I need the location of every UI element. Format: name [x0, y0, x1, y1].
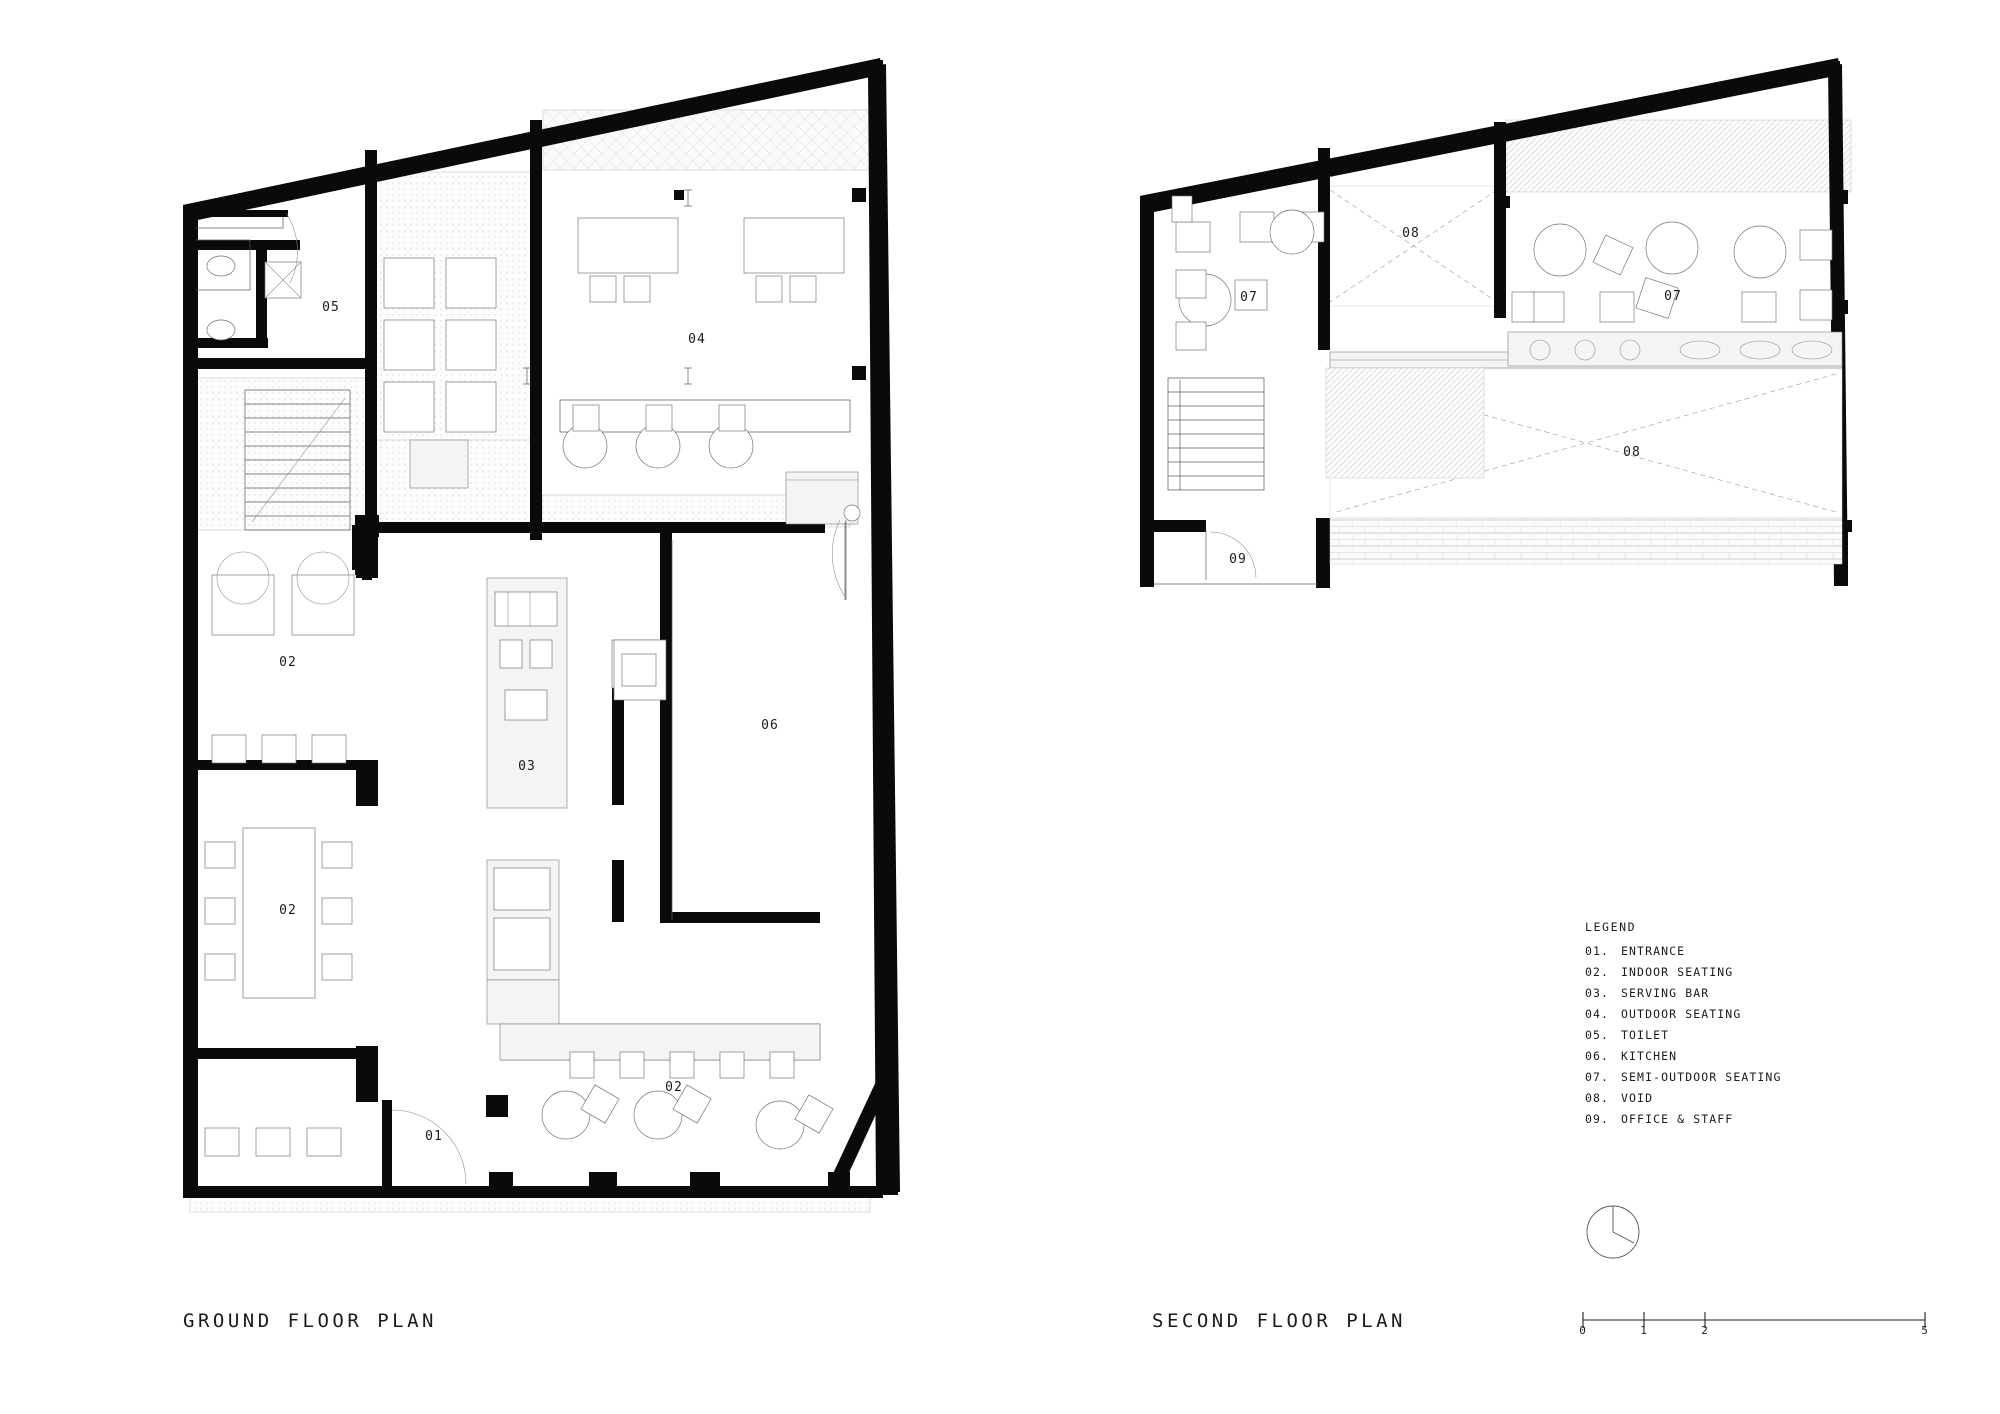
scale-tick-1: 1 — [1640, 1324, 1648, 1337]
second-floor-plan — [1140, 58, 1852, 588]
semi-outdoor-seating-left — [1172, 196, 1324, 350]
ground-floor-plan — [183, 58, 900, 1212]
legend-number: 01. — [1585, 944, 1610, 958]
legend-item-03 — [1585, 988, 1781, 1000]
svg-text:05: 05 — [322, 300, 340, 315]
semi-outdoor-seating-right — [1512, 222, 1832, 322]
legend-number: 09. — [1585, 1112, 1610, 1126]
svg-text:02: 02 — [279, 655, 297, 670]
indoor-seating-long-table — [205, 828, 352, 1156]
svg-text:08: 08 — [1623, 445, 1641, 460]
legend-item-08 — [1585, 1093, 1781, 1105]
legend-item-05 — [1585, 1030, 1781, 1042]
legend-title: LEGEND — [1585, 920, 1637, 934]
legend-label: OUTDOOR SEATING — [1621, 1007, 1742, 1021]
entrance-door — [382, 1100, 466, 1188]
scale-tick-0: 0 — [1579, 1324, 1587, 1337]
legend-item-01 — [1585, 946, 1781, 958]
legend-label: INDOOR SEATING — [1621, 965, 1734, 979]
scale-tick-2: 2 — [1701, 1324, 1709, 1337]
north-compass-icon — [1587, 1206, 1639, 1258]
legend-label: SEMI-OUTDOOR SEATING — [1621, 1070, 1782, 1084]
legend-item-07 — [1585, 1072, 1781, 1084]
svg-text:07: 07 — [1240, 290, 1258, 305]
legend-label: KITCHEN — [1621, 1049, 1678, 1063]
svg-text:02: 02 — [665, 1080, 683, 1095]
scale-bar — [1579, 1318, 1929, 1340]
legend-number: 08. — [1585, 1091, 1610, 1105]
legend-label: OFFICE & STAFF — [1621, 1112, 1734, 1126]
legend-number: 04. — [1585, 1007, 1610, 1021]
svg-text:08: 08 — [1402, 226, 1420, 241]
legend-item-02 — [1585, 967, 1781, 979]
legend-number: 05. — [1585, 1028, 1610, 1042]
second-stair — [1168, 378, 1264, 490]
svg-text:09: 09 — [1229, 552, 1247, 567]
legend-item-04 — [1585, 1009, 1781, 1021]
legend-item-06 — [1585, 1051, 1781, 1063]
svg-text:04: 04 — [688, 332, 706, 347]
legend-number: 06. — [1585, 1049, 1610, 1063]
indoor-seating-lower — [542, 1085, 833, 1149]
kitchen-fixtures — [614, 520, 846, 920]
svg-text:02: 02 — [279, 903, 297, 918]
scale-tick-5: 5 — [1921, 1324, 1929, 1337]
legend — [1585, 920, 1781, 1135]
svg-text:06: 06 — [761, 718, 779, 733]
second-floor-plan-title: SECOND FLOOR PLAN — [1152, 1310, 1406, 1332]
svg-text:07: 07 — [1664, 289, 1682, 304]
legend-label: TOILET — [1621, 1028, 1670, 1042]
legend-label: SERVING BAR — [1621, 986, 1710, 1000]
legend-label: VOID — [1621, 1091, 1654, 1105]
legend-item-09 — [1585, 1114, 1781, 1126]
legend-number: 02. — [1585, 965, 1610, 979]
ground-floor-plan-title: GROUND FLOOR PLAN — [183, 1310, 437, 1332]
svg-text:01: 01 — [425, 1129, 443, 1144]
legend-number: 07. — [1585, 1070, 1610, 1084]
legend-number: 03. — [1585, 986, 1610, 1000]
legend-label: ENTRANCE — [1621, 944, 1686, 958]
svg-text:03: 03 — [518, 759, 536, 774]
